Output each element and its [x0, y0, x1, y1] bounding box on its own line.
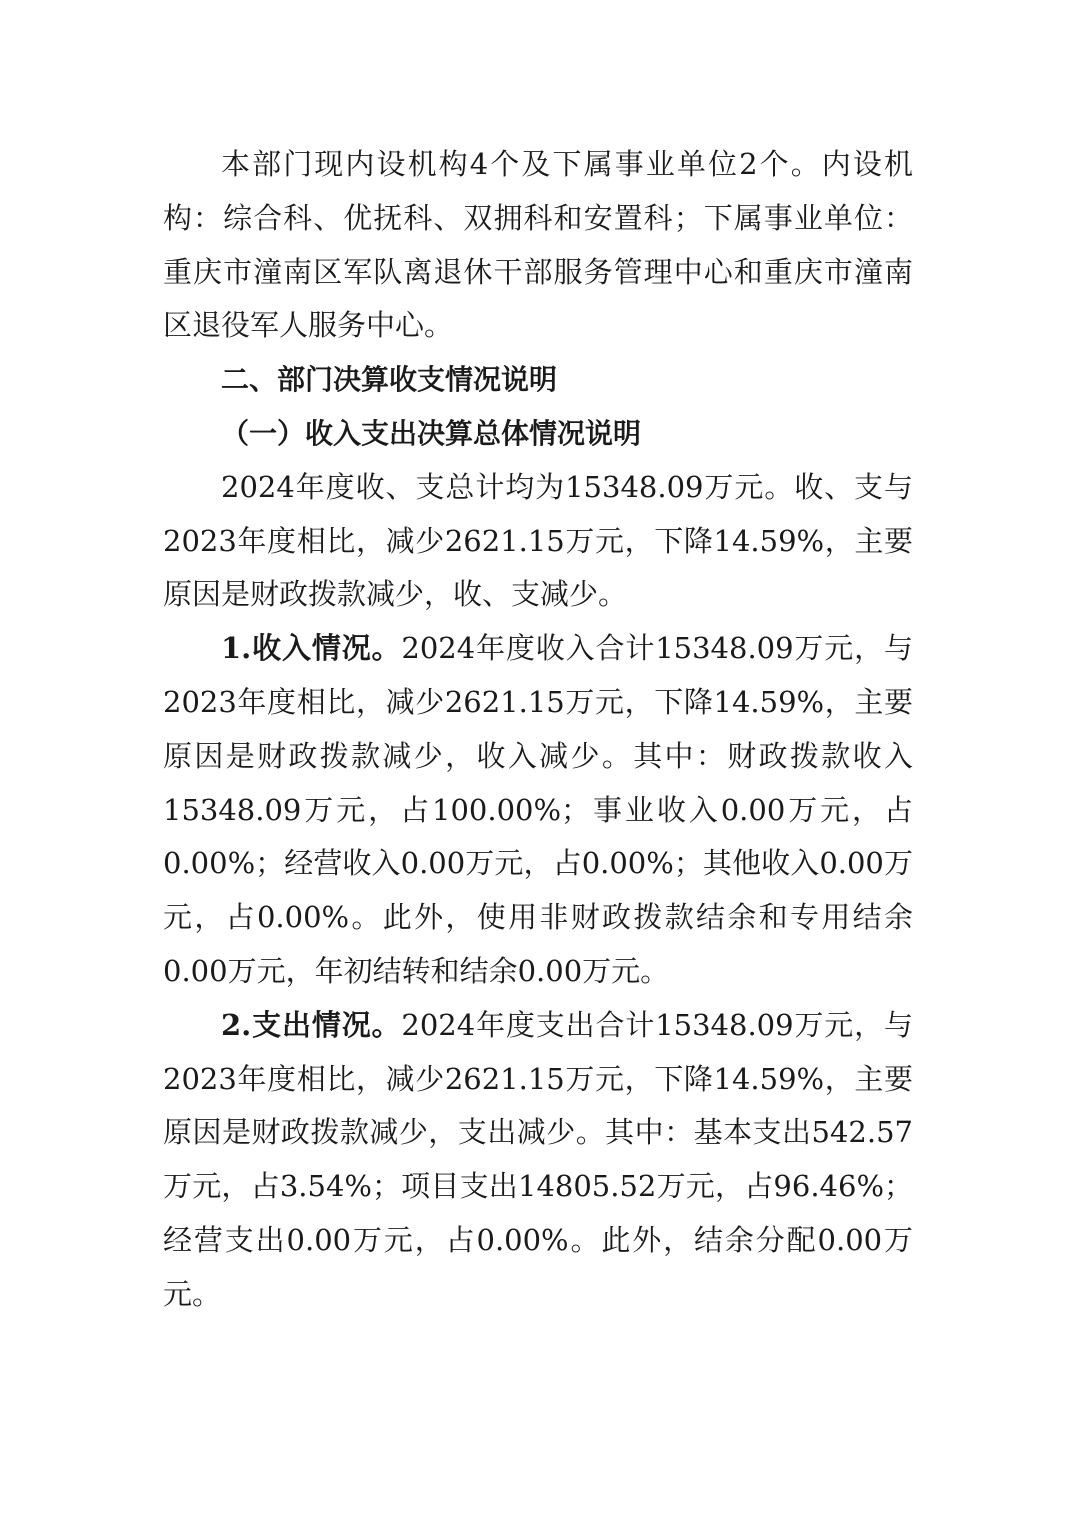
income-lead: 1.收入情况。: [221, 631, 402, 666]
expense-body: 2024年度支出合计15348.09万元，与2023年度相比，减少2621.15万元，下降14.59%，主要原因是财政拨款减少，支出减少。其中：基本支出542.57万元，占3.54%；项目支出14805.52万元，占96.46%；经营支出0.00万元，占0.00%。此外，结余分配0.00万元。: [163, 1007, 913, 1311]
expense-paragraph: [163, 999, 913, 1322]
income-body: 2024年度收入合计15348.09万元，与2023年度相比，减少2621.15万元，下降14.59%，主要原因是财政拨款减少，收入减少。其中：财政拨款收入15348.09万元，占100.00%；事业收入0.00万元，占0.00%；经营收入0.00万元，占0.00%；其他收入0.00万元，占0.00%。此外，使用非财政拨款结余和专用结余0.00万元，年初结转和结余0.00万元。: [163, 631, 913, 988]
expense-lead: 2.支出情况。: [221, 1007, 402, 1042]
document-page: [163, 138, 913, 1322]
overall-paragraph: 2024年度收、支总计均为15348.09万元。收、支与2023年度相比，减少2621.15万元，下降14.59%，主要原因是财政拨款减少，收、支减少。: [163, 469, 913, 612]
org-structure-paragraph: 本部门现内设机构4个及下属事业单位2个。内设机构：综合科、优抚科、双拥科和安置科；下属事业单位：重庆市潼南区军队离退休干部服务管理中心和重庆市潼南区退役军人服务中心。: [163, 147, 913, 343]
section-heading-budget-summary: 二、部门决算收支情况说明: [221, 363, 558, 397]
income-paragraph: [163, 622, 913, 999]
subsection-heading-overall: （一）收入支出决算总体情况说明: [221, 416, 642, 450]
